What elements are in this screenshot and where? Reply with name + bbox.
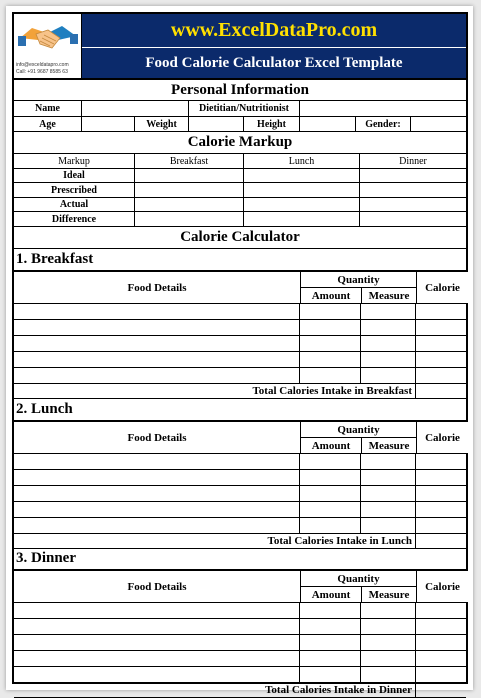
calculator-heading-row <box>14 227 466 249</box>
total-calorie-cell[interactable] <box>416 683 466 697</box>
quantity-header: Quantity <box>300 570 417 587</box>
gender-label: Gender: <box>356 117 411 131</box>
calorie-cell[interactable] <box>416 518 466 533</box>
amount-cell[interactable] <box>300 352 361 367</box>
markup-heading: Calorie Markup <box>187 134 293 150</box>
dietitian-label: Dietitian/Nutritionist <box>189 101 300 116</box>
amount-cell[interactable] <box>300 635 361 650</box>
food-row <box>14 502 466 518</box>
measure-cell[interactable] <box>361 352 416 367</box>
total-label-dinner: Total Calories Intake in Dinner <box>14 683 416 697</box>
measure-header: Measure <box>361 437 417 454</box>
meal-heading-breakfast: 1. Breakfast <box>16 251 94 267</box>
measure-cell[interactable] <box>361 336 416 351</box>
measure-cell[interactable] <box>361 603 416 618</box>
measure-cell[interactable] <box>361 651 416 666</box>
template-sheet <box>6 6 473 696</box>
calorie-cell[interactable] <box>416 352 466 367</box>
food-row <box>14 352 466 368</box>
logo-email: info@exceldatapro.com <box>16 62 69 68</box>
site-banner[interactable]: www.ExcelDataPro.com <box>82 14 466 47</box>
calorie-cell[interactable] <box>416 651 466 666</box>
amount-cell[interactable] <box>300 619 361 634</box>
food-row <box>14 486 466 502</box>
markup-cell[interactable] <box>244 183 360 197</box>
meal-heading-row-breakfast <box>14 249 466 271</box>
markup-col-lunch: Lunch <box>244 154 360 168</box>
personal-heading: Personal Information <box>171 81 309 98</box>
markup-cell[interactable] <box>360 198 466 211</box>
meal-heading-row-dinner <box>14 548 466 570</box>
measure-header: Measure <box>361 586 417 603</box>
food-row <box>14 320 466 336</box>
measure-cell[interactable] <box>361 486 416 501</box>
calorie-cell[interactable] <box>416 486 466 501</box>
markup-heading-row <box>14 132 466 154</box>
food-detail-cell[interactable] <box>14 454 300 469</box>
personal-heading-row <box>14 80 466 101</box>
food-detail-cell[interactable] <box>14 603 300 618</box>
name-field[interactable] <box>82 101 189 116</box>
weight-field[interactable] <box>189 117 244 131</box>
markup-cell[interactable] <box>360 169 466 182</box>
measure-cell[interactable] <box>361 320 416 335</box>
food-detail-cell[interactable] <box>14 667 300 682</box>
total-row-breakfast <box>14 384 466 399</box>
markup-cell[interactable] <box>135 183 244 197</box>
food-details-header: Food Details <box>14 570 301 603</box>
markup-col-markup: Markup <box>14 154 135 168</box>
measure-cell[interactable] <box>361 667 416 682</box>
height-label: Height <box>244 117 300 131</box>
header <box>14 14 466 80</box>
meal-heading-lunch: 2. Lunch <box>16 401 73 417</box>
amount-cell[interactable] <box>300 336 361 351</box>
measure-cell[interactable] <box>361 619 416 634</box>
dietitian-field[interactable] <box>300 101 466 116</box>
amount-header: Amount <box>300 586 362 603</box>
food-detail-cell[interactable] <box>14 304 300 319</box>
markup-cell[interactable] <box>244 212 360 226</box>
amount-cell[interactable] <box>300 518 361 533</box>
markup-row-label: Prescribed <box>14 183 135 197</box>
calorie-cell[interactable] <box>416 368 466 383</box>
calorie-cell[interactable] <box>416 635 466 650</box>
food-row <box>14 470 466 486</box>
amount-cell[interactable] <box>300 304 361 319</box>
total-row-lunch <box>14 534 466 549</box>
calorie-header: Calorie <box>416 271 468 304</box>
name-label: Name <box>14 101 82 116</box>
form-frame <box>12 12 468 696</box>
amount-header: Amount <box>300 437 362 454</box>
age-label: Age <box>14 117 82 131</box>
quantity-header: Quantity <box>300 421 417 438</box>
measure-cell[interactable] <box>361 304 416 319</box>
food-detail-cell[interactable] <box>14 368 300 383</box>
personal-row-2 <box>14 117 466 132</box>
markup-row-label: Ideal <box>14 169 135 182</box>
food-row <box>14 304 466 320</box>
amount-cell[interactable] <box>300 651 361 666</box>
handshake-icon <box>18 18 78 58</box>
meal-heading-dinner: 3. Dinner <box>16 550 76 566</box>
quantity-header: Quantity <box>300 271 417 288</box>
amount-cell[interactable] <box>300 368 361 383</box>
calorie-cell[interactable] <box>416 454 466 469</box>
food-row <box>14 619 466 635</box>
measure-cell[interactable] <box>361 635 416 650</box>
calorie-cell[interactable] <box>416 619 466 634</box>
total-label-breakfast: Total Calories Intake in Breakfast <box>14 384 416 398</box>
gender-field[interactable] <box>411 117 466 131</box>
food-row <box>14 603 466 619</box>
total-calorie-cell[interactable] <box>416 534 466 548</box>
food-detail-cell[interactable] <box>14 352 300 367</box>
template-title: Food Calorie Calculator Excel Template <box>82 47 466 78</box>
food-details-header: Food Details <box>14 271 301 304</box>
logo-phone: Call: +91 9687 8585 63 <box>16 69 68 75</box>
food-detail-cell[interactable] <box>14 651 300 666</box>
food-detail-cell[interactable] <box>14 635 300 650</box>
calorie-header: Calorie <box>416 570 468 603</box>
calorie-cell[interactable] <box>416 470 466 485</box>
amount-cell[interactable] <box>300 454 361 469</box>
food-row <box>14 368 466 384</box>
markup-row-difference <box>14 212 466 227</box>
measure-cell[interactable] <box>361 470 416 485</box>
food-row <box>14 635 466 651</box>
calorie-cell[interactable] <box>416 336 466 351</box>
total-calorie-cell[interactable] <box>416 384 466 398</box>
food-row <box>14 667 466 683</box>
total-label-lunch: Total Calories Intake in Lunch <box>14 534 416 548</box>
markup-row-actual <box>14 198 466 212</box>
markup-row-ideal <box>14 169 466 183</box>
amount-cell[interactable] <box>300 502 361 517</box>
markup-col-breakfast: Breakfast <box>135 154 244 168</box>
markup-header-row <box>14 154 466 169</box>
food-detail-cell[interactable] <box>14 336 300 351</box>
amount-cell[interactable] <box>300 667 361 682</box>
measure-cell[interactable] <box>361 518 416 533</box>
markup-cell[interactable] <box>360 212 466 226</box>
measure-cell[interactable] <box>361 502 416 517</box>
food-row <box>14 518 466 534</box>
markup-row-label: Actual <box>14 198 135 211</box>
measure-cell[interactable] <box>361 368 416 383</box>
food-detail-cell[interactable] <box>14 518 300 533</box>
food-detail-cell[interactable] <box>14 619 300 634</box>
total-row-dinner <box>14 683 466 698</box>
calculator-heading: Calorie Calculator <box>180 229 300 245</box>
measure-header: Measure <box>361 287 417 304</box>
amount-cell[interactable] <box>300 470 361 485</box>
personal-row-1 <box>14 101 466 117</box>
markup-cell[interactable] <box>244 169 360 182</box>
food-detail-cell[interactable] <box>14 470 300 485</box>
amount-cell[interactable] <box>300 320 361 335</box>
calorie-header: Calorie <box>416 421 468 454</box>
calorie-cell[interactable] <box>416 667 466 682</box>
calorie-cell[interactable] <box>416 603 466 618</box>
amount-cell[interactable] <box>300 486 361 501</box>
measure-cell[interactable] <box>361 454 416 469</box>
food-row <box>14 651 466 667</box>
markup-cell[interactable] <box>360 183 466 197</box>
calorie-cell[interactable] <box>416 320 466 335</box>
food-detail-cell[interactable] <box>14 486 300 501</box>
amount-cell[interactable] <box>300 603 361 618</box>
markup-row-label: Difference <box>14 212 135 226</box>
food-detail-cell[interactable] <box>14 502 300 517</box>
food-details-header: Food Details <box>14 421 301 454</box>
food-detail-cell[interactable] <box>14 320 300 335</box>
logo <box>14 14 82 78</box>
markup-cell[interactable] <box>135 198 244 211</box>
markup-col-dinner: Dinner <box>399 155 427 167</box>
calorie-cell[interactable] <box>416 502 466 517</box>
food-row <box>14 454 466 470</box>
markup-row-prescribed <box>14 183 466 198</box>
age-field[interactable] <box>82 117 135 131</box>
markup-cell[interactable] <box>244 198 360 211</box>
meal-heading-row-lunch <box>14 399 466 421</box>
food-row <box>14 336 466 352</box>
calorie-cell[interactable] <box>416 304 466 319</box>
weight-label: Weight <box>135 117 189 131</box>
markup-cell[interactable] <box>135 169 244 182</box>
amount-header: Amount <box>300 287 362 304</box>
markup-cell[interactable] <box>135 212 244 226</box>
height-field[interactable] <box>300 117 356 131</box>
